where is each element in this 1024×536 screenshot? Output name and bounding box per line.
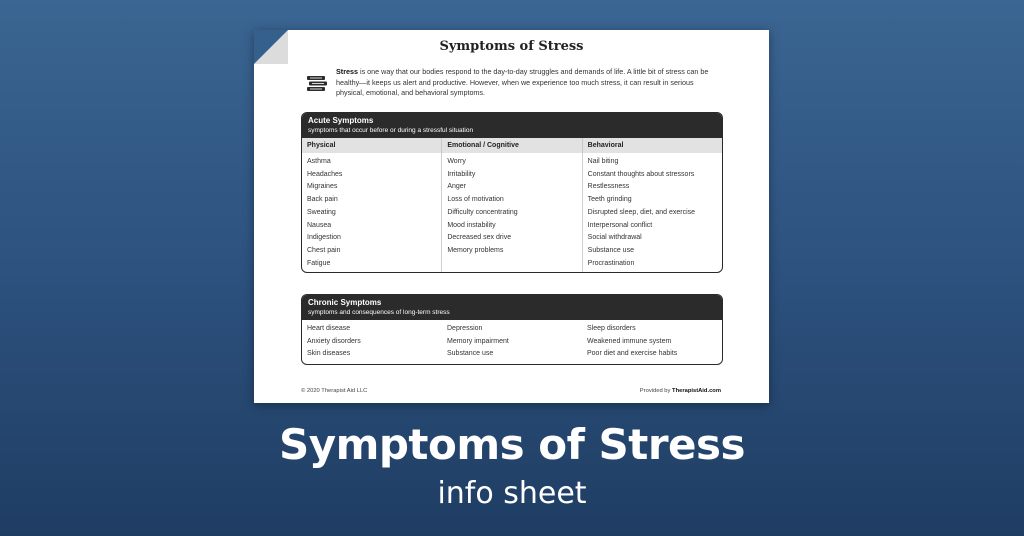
- list-item: Memory problems: [447, 246, 504, 254]
- list-item: Disrupted sleep, diet, and exercise: [587, 208, 696, 216]
- list-item: Restlessness: [587, 183, 630, 191]
- list-item: Heart disease: [307, 325, 351, 332]
- list-item: Difficulty concentrating: [447, 208, 518, 216]
- list-item: Loss of motivation: [447, 196, 504, 204]
- intro-paragraph: [336, 67, 721, 99]
- chronic-heading: Chronic Symptoms: [308, 298, 382, 307]
- banner-subtitle: info sheet: [437, 476, 587, 511]
- banner-title: Symptoms of Stress: [278, 420, 746, 469]
- sheet-title: Symptoms of Stress: [439, 39, 584, 54]
- chronic-list-3: [582, 320, 722, 364]
- list-item: Back pain: [307, 196, 338, 204]
- provided-by: [640, 388, 721, 394]
- page-corner-cutout: [254, 30, 288, 64]
- emotional-list: [442, 153, 582, 272]
- list-item: Constant thoughts about stressors: [587, 170, 695, 178]
- list-item: Fatigue: [307, 259, 331, 267]
- list-item: Migraines: [307, 183, 338, 191]
- acute-symptoms-card: [301, 112, 723, 273]
- list-item: Asthma: [307, 158, 331, 165]
- list-item: Substance use: [587, 246, 634, 254]
- column-header-physical: Physical: [302, 138, 442, 153]
- chronic-subheading: symptoms and consequences of long-term stress: [308, 309, 450, 316]
- list-item: Sweating: [307, 208, 336, 216]
- copyright-notice: © 2020 Therapist Aid LLC: [301, 388, 368, 394]
- list-item: Nausea: [307, 221, 332, 229]
- chronic-header: [302, 295, 722, 320]
- behavioral-list: [583, 153, 722, 272]
- list-item: Poor diet and exercise habits: [587, 350, 678, 358]
- list-item: Teeth grinding: [587, 196, 632, 204]
- column-header-behavioral: Behavioral: [587, 142, 624, 149]
- list-item: Anxiety disorders: [307, 337, 361, 345]
- column-header-emotional: Emotional / Cognitive: [442, 138, 582, 153]
- worksheet-preview: [254, 30, 769, 403]
- list-item: Headaches: [307, 170, 343, 178]
- acute-header: [302, 113, 722, 138]
- list-item: Decreased sex drive: [447, 234, 512, 242]
- list-item: Procrastination: [587, 259, 635, 267]
- books-icon: [306, 75, 328, 93]
- list-item: Skin diseases: [307, 350, 351, 358]
- list-item: Chest pain: [307, 246, 341, 254]
- chronic-symptoms-card: [301, 294, 723, 365]
- chronic-list-2: [442, 320, 582, 364]
- physical-list: [302, 153, 442, 272]
- list-item: Substance use: [447, 350, 494, 358]
- chronic-list-1: [302, 320, 442, 364]
- list-item: Depression: [447, 325, 483, 332]
- acute-columns: [302, 153, 722, 272]
- list-item: Indigestion: [307, 234, 341, 242]
- chronic-columns: [302, 320, 722, 364]
- list-item: Weakened immune system: [587, 337, 672, 345]
- list-item: Worry: [447, 158, 466, 165]
- list-item: Mood instability: [447, 221, 496, 229]
- list-item: Anger: [447, 183, 467, 191]
- list-item: Irritability: [447, 170, 476, 178]
- provider-brand: TherapistAid.com: [672, 388, 721, 394]
- provided-prefix: Provided by: [639, 388, 673, 394]
- list-item: Interpersonal conflict: [587, 221, 653, 229]
- intro-text: is one way that our bodies respond to the day-to-day struggles and demands of life. A little bit of stress can be healthy—it keeps us alert and productive. However, when we experience too much stress, it can result in serious physical, emotional, and behavioral symptoms.: [336, 67, 709, 97]
- list-item: Nail biting: [587, 158, 619, 165]
- acute-subheading: symptoms that occur before or during a stressful situation: [308, 127, 474, 134]
- list-item: Memory impairment: [447, 337, 509, 345]
- list-item: Sleep disorders: [587, 325, 636, 332]
- acute-heading: Acute Symptoms: [308, 116, 374, 125]
- list-item: Social withdrawal: [587, 234, 642, 242]
- intro-bold-term: Stress: [336, 67, 358, 76]
- acute-column-headers: [302, 138, 722, 153]
